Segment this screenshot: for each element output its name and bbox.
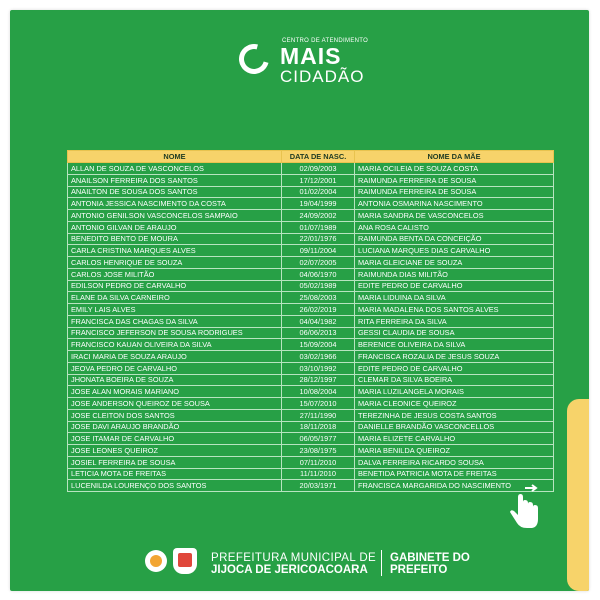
cell-mother-name: EDITE PEDRO DE CARVALHO [355, 362, 554, 374]
cell-name: ELANE DA SILVA CARNEIRO [68, 292, 282, 304]
cell-birthdate: 04/04/1982 [282, 315, 355, 327]
table-row [68, 198, 554, 210]
cell-mother-name: MARIA LUZILANGELA MORAIS [355, 386, 554, 398]
brand-tagline: CENTRO DE ATENDIMENTO [282, 38, 369, 44]
cell-mother-name: TEREZINHA DE JESUS COSTA SANTOS [355, 409, 554, 421]
cell-mother-name: GESSI CLAUDIA DE SOUSA [355, 327, 554, 339]
cell-mother-name: BERENICE OLIVEIRA DA SILVA [355, 339, 554, 351]
brand-subname: CIDADÃO [280, 67, 365, 86]
cell-mother-name: MARIA BENILDA QUEIROZ [355, 445, 554, 457]
table-row [68, 339, 554, 351]
cell-name: ANTONIO GILVAN DE ARAUJO [68, 221, 282, 233]
table-row [68, 351, 554, 363]
column-header-name: NOME [68, 151, 282, 163]
yellow-accent-shape [567, 399, 589, 591]
cell-birthdate: 10/08/2004 [282, 386, 355, 398]
cell-name: JOSE ITAMAR DE CARVALHO [68, 433, 282, 445]
cell-birthdate: 09/11/2004 [282, 245, 355, 257]
cell-birthdate: 27/11/1990 [282, 409, 355, 421]
table-row [68, 174, 554, 186]
cell-mother-name: MARIA CLEONICE QUEIROZ [355, 398, 554, 410]
cell-name: JOSE ANDERSON QUEIROZ DE SOUSA [68, 398, 282, 410]
office-line-1: GABINETE DO [390, 552, 470, 564]
brand-name: MAIS [280, 43, 342, 69]
cell-name: ANAILSON FERREIRA DOS SANTOS [68, 174, 282, 186]
cell-birthdate: 25/08/2003 [282, 292, 355, 304]
cell-birthdate: 03/02/1966 [282, 351, 355, 363]
cell-mother-name: ANA ROSA CALISTO [355, 221, 554, 233]
cell-birthdate: 02/09/2003 [282, 163, 355, 175]
city-seal-icon [145, 550, 167, 572]
cell-mother-name: ANTONIA OSMARINA NASCIMENTO [355, 198, 554, 210]
cell-birthdate: 24/09/2002 [282, 210, 355, 222]
cell-mother-name: RAIMUNDA FERREIRA DE SOUSA [355, 186, 554, 198]
cell-mother-name: DALVA FERREIRA RICARDO SOUSA [355, 456, 554, 468]
table-row [68, 374, 554, 386]
cell-birthdate: 26/02/2019 [282, 304, 355, 316]
cell-mother-name: EDITE PEDRO DE CARVALHO [355, 280, 554, 292]
footer [145, 546, 485, 578]
table-row [68, 304, 554, 316]
cell-name: JEOVA PEDRO DE CARVALHO [68, 362, 282, 374]
footer-divider [381, 550, 382, 576]
cell-mother-name: MARIA ELIZETE CARVALHO [355, 433, 554, 445]
cell-name: EMILY LAIS ALVES [68, 304, 282, 316]
cell-name: CARLA CRISTINA MARQUES ALVES [68, 245, 282, 257]
cell-name: JOSE CLEITON DOS SANTOS [68, 409, 282, 421]
cell-birthdate: 17/12/2001 [282, 174, 355, 186]
table-header-row [68, 151, 554, 163]
cell-birthdate: 03/10/1992 [282, 362, 355, 374]
cell-birthdate: 15/07/2010 [282, 398, 355, 410]
footer-line-1: PREFEITURA MUNICIPAL DE [211, 552, 377, 564]
cell-birthdate: 18/11/2018 [282, 421, 355, 433]
cell-name: CARLOS JOSE MILITÃO [68, 268, 282, 280]
post-card [10, 10, 589, 591]
table-row [68, 433, 554, 445]
cell-mother-name: MARIA MADALENA DOS SANTOS ALVES [355, 304, 554, 316]
names-table [67, 150, 554, 492]
table-row [68, 315, 554, 327]
cell-birthdate: 01/02/2004 [282, 186, 355, 198]
cell-birthdate: 28/12/1997 [282, 374, 355, 386]
table-body [68, 163, 554, 492]
cell-mother-name: MARIA LIDUINA DA SILVA [355, 292, 554, 304]
table-row [68, 292, 554, 304]
cell-mother-name: LUCIANA MARQUES DIAS CARVALHO [355, 245, 554, 257]
cell-birthdate: 15/09/2004 [282, 339, 355, 351]
table-row [68, 362, 554, 374]
cell-birthdate: 01/07/1989 [282, 221, 355, 233]
cell-name: ALLAN DE SOUZA DE VASCONCELOS [68, 163, 282, 175]
cell-name: ANAILTON DE SOUSA DOS SANTOS [68, 186, 282, 198]
cell-name: FRANCISCO KAUAN OLIVEIRA DA SILVA [68, 339, 282, 351]
cell-name: LETICIA MOTA DE FREITAS [68, 468, 282, 480]
coat-of-arms-icon [173, 548, 197, 574]
brand-logo [234, 36, 384, 96]
cell-name: CARLOS HENRIQUE DE SOUZA [68, 257, 282, 269]
cell-name: LUCENILDA LOURENÇO DOS SANTOS [68, 480, 282, 492]
cell-birthdate: 07/11/2010 [282, 456, 355, 468]
swipe-hand-icon [505, 483, 540, 529]
office-line-2: PREFEITO [390, 564, 448, 576]
footer-line-2: JIJOCA DE JERICOACOARA [211, 564, 368, 576]
table-row [68, 409, 554, 421]
logo-ring-icon [234, 39, 275, 80]
cell-mother-name: DANIELLE BRANDÃO VASCONCELLOS [355, 421, 554, 433]
cell-birthdate: 23/08/1975 [282, 445, 355, 457]
table-row [68, 163, 554, 175]
cell-name: ANTONIO GENILSON VASCONCELOS SAMPAIO [68, 210, 282, 222]
table-row [68, 480, 554, 492]
cell-name: BENEDITO BENTO DE MOURA [68, 233, 282, 245]
cell-name: JOSE ALAN MORAIS MARIANO [68, 386, 282, 398]
cell-name: JOSIEL FERREIRA DE SOUSA [68, 456, 282, 468]
cell-mother-name: RAIMUNDA BENTA DA CONCEIÇÃO [355, 233, 554, 245]
cell-name: JOSE DAVI ARAUJO BRANDÃO [68, 421, 282, 433]
table-row [68, 221, 554, 233]
cell-birthdate: 19/04/1999 [282, 198, 355, 210]
cell-name: FRANCISCA DAS CHAGAS DA SILVA [68, 315, 282, 327]
cell-name: JOSE LEONES QUEIROZ [68, 445, 282, 457]
table-row [68, 456, 554, 468]
table-row [68, 257, 554, 269]
cell-mother-name: BENETIDA PATRICIA MOTA DE FREITAS [355, 468, 554, 480]
table-row [68, 233, 554, 245]
cell-birthdate: 11/11/2010 [282, 468, 355, 480]
cell-mother-name: MARIA GLEICIANE DE SOUZA [355, 257, 554, 269]
cell-birthdate: 02/07/2005 [282, 257, 355, 269]
cell-birthdate: 06/05/1977 [282, 433, 355, 445]
cell-mother-name: RAIMUNDA FERREIRA DE SOUSA [355, 174, 554, 186]
cell-mother-name: MARIA SANDRA DE VASCONCELOS [355, 210, 554, 222]
cell-name: FRANCISCO JEFERSON DE SOUSA RODRIGUES [68, 327, 282, 339]
cell-birthdate: 04/06/1970 [282, 268, 355, 280]
table-row [68, 327, 554, 339]
column-header-birthdate: DATA DE NASC. [282, 151, 355, 163]
table-row [68, 186, 554, 198]
table-row [68, 386, 554, 398]
cell-mother-name: FRANCISCA ROZALIA DE JESUS SOUZA [355, 351, 554, 363]
column-header-mother-name: NOME DA MÃE [355, 151, 554, 163]
cell-mother-name: RITA FERREIRA DA SILVA [355, 315, 554, 327]
table-row [68, 421, 554, 433]
table-row [68, 468, 554, 480]
cell-name: ANTONIA JESSICA NASCIMENTO DA COSTA [68, 198, 282, 210]
cell-name: EDILSON PEDRO DE CARVALHO [68, 280, 282, 292]
table-row [68, 245, 554, 257]
cell-name: JHONATA BOEIRA DE SOUZA [68, 374, 282, 386]
table-row [68, 398, 554, 410]
cell-birthdate: 22/01/1976 [282, 233, 355, 245]
table-row [68, 280, 554, 292]
cell-birthdate: 05/02/1989 [282, 280, 355, 292]
cell-mother-name: CLEMAR DA SILVA BOEIRA [355, 374, 554, 386]
cell-birthdate: 06/06/2013 [282, 327, 355, 339]
cell-name: IRACI MARIA DE SOUZA ARAUJO [68, 351, 282, 363]
cell-mother-name: FRANCISCA MARGARIDA DO NASCIMENTO [355, 480, 554, 492]
table-row [68, 445, 554, 457]
cell-mother-name: RAIMUNDA DIAS MILITÃO [355, 268, 554, 280]
table-row [68, 210, 554, 222]
table-row [68, 268, 554, 280]
cell-mother-name: MARIA OCILEIA DE SOUZA COSTA [355, 163, 554, 175]
cell-birthdate: 20/03/1971 [282, 480, 355, 492]
